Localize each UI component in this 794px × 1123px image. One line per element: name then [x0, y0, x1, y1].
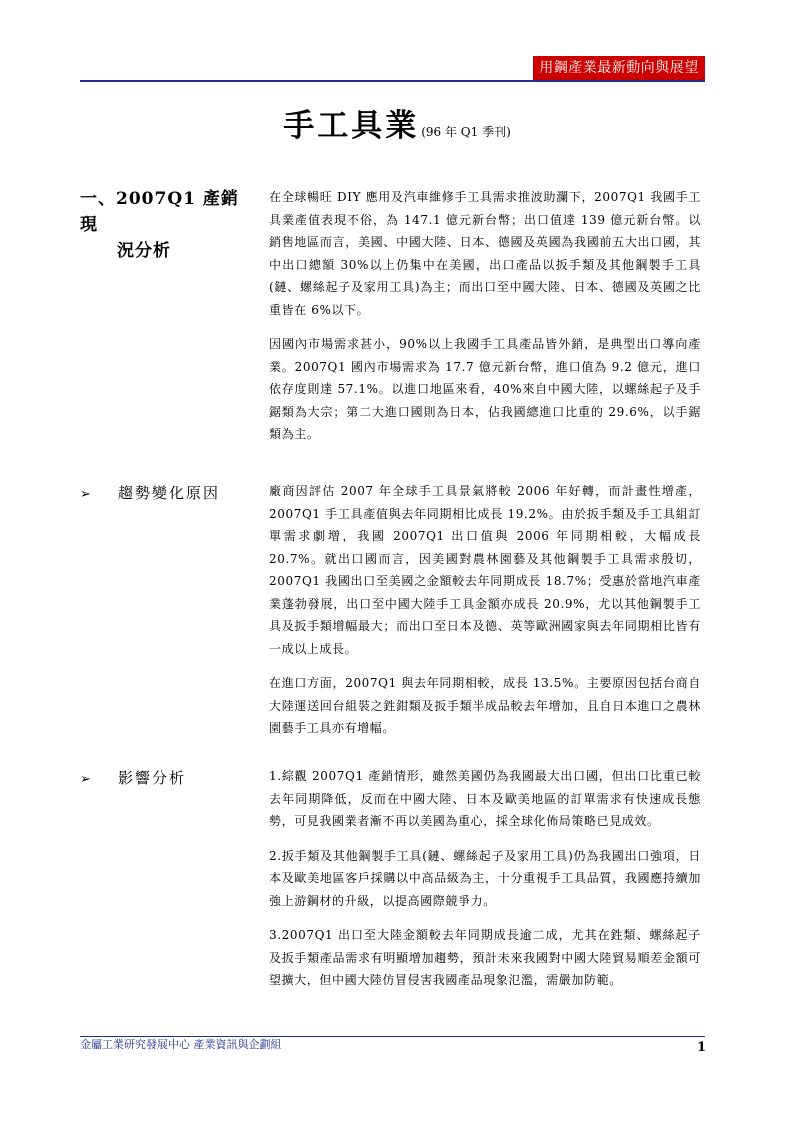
report-series-tag: 用鋼產業最新動向與展望	[533, 56, 705, 80]
paragraph: 因國內市場需求甚小，90%以上我國手工具產品皆外銷，是典型出口導向產業。2007Q1 國內市場需求為 17.7 億元新台幣，進口值為 9.2 億元，進口依存度則達 57.1%。以進口地區來看，40%來自中國大陸，以螺絲起子及手鋸類為大宗；第二大進口國則為日本，佔我國總進口比重的 29.6%，以手鋸類為主。	[269, 337, 701, 441]
title-main: 手工具業	[283, 108, 420, 144]
section-body	[269, 186, 701, 458]
paragraph: 在進口方面，2007Q1 與去年同期相較，成長 13.5%。主要原因包括台商自大陸運送回台組裝之鉎鉗類及扳手類半成品較去年增加，且自日本進口之農林園藝手工具亦有增幅。	[269, 676, 701, 735]
document-title	[0, 100, 794, 145]
bullet-heading-label: 趨勢變化原因	[118, 484, 221, 502]
section-body	[269, 480, 701, 752]
paragraph: 在全球暢旺 DIY 應用及汽車維修手工具需求推波助瀾下，2007Q1 我國手工具業產值表現不俗，為 147.1 億元新台幣；出口值達 139 億元新台幣。以銷售地區而言，美國、中國大陸、日本、德國及英國為我國前五大出口國，其中出口總額 30%以上仍集中在美國，出口產品以扳手類及其他鋼製手工具(鏈、螺絲起子及家用工具)為主；而出口至中國大陸、日本、德國及英國之比重皆在 6%以下。	[269, 190, 701, 317]
paragraph: 1.綜觀 2007Q1 產銷情形，雖然美國仍為我國最大出口國，但出口比重已較去年同期降低，反而在中國大陸、日本及歐美地區的訂單需求有快速成長態勢，可見我國業者漸不再以美國為重心，採全球化佈局策略已見成效。	[269, 769, 701, 828]
header-divider	[80, 80, 705, 82]
bullet-heading-label: 影響分析	[118, 769, 187, 787]
paragraph: 2.扳手類及其他鋼製手工具(鏈、螺絲起子及家用工具)仍為我國出口強項，日本及歐美地區客戶採購以中高品級為主，十分重視手工具品質，我國應持續加強上游鋼材的升級，以提高國際競爭力。	[269, 848, 701, 908]
paragraph: 廠商因評估 2007 年全球手工具景氣將較 2006 年好轉，而計畫性增產，2007Q1 手工具產值與去年同期相比成長 19.2%。由於扳手類及手工具組訂單需求劇增，我國 2007Q1 出口值與 2006 年同期相較，大幅成長 20.7%。就出口國而言，因美國對農林園藝及其他鋼製手工具需求殷切，2007Q1 我國出口至美國之金額較去年同期成長 18.7%；受惠於當地汽車產業蓬勃發展，出口至中國大陸手工具金額亦成長 20.9%，尤以其他鋼製手工具及扳手類增幅最大；而出口至日本及德、英等歐洲國家與去年同期相比皆有一成以上成長。	[269, 484, 701, 656]
arrow-bullet-icon: ➢	[80, 772, 93, 787]
arrow-bullet-icon: ➢	[80, 487, 93, 502]
bullet-heading	[80, 480, 255, 508]
section-heading-line1: 一、2007Q1 產銷現	[80, 189, 239, 235]
bullet-heading	[80, 765, 255, 793]
paragraph: 3.2007Q1 出口至大陸金額較去年同期成長逾二成，尤其在鉎類、螺絲起子及扳手類產品需求有明顯增加趨勢，預計未來我國對中國大陸貿易順差金額可望擴大，但中國大陸仿冒侵害我國產品現象氾濫，需嚴加防範。	[269, 928, 701, 987]
section-body	[269, 765, 701, 1004]
page-number: 1	[696, 1040, 706, 1055]
title-subtitle: (96 年 Q1 季刊)	[421, 125, 511, 139]
footer-organization: 金屬工業研究發展中心 產業資訊與企劃組	[80, 1038, 282, 1051]
section-heading-line2: 況分析	[117, 241, 171, 261]
section-heading	[80, 186, 255, 264]
